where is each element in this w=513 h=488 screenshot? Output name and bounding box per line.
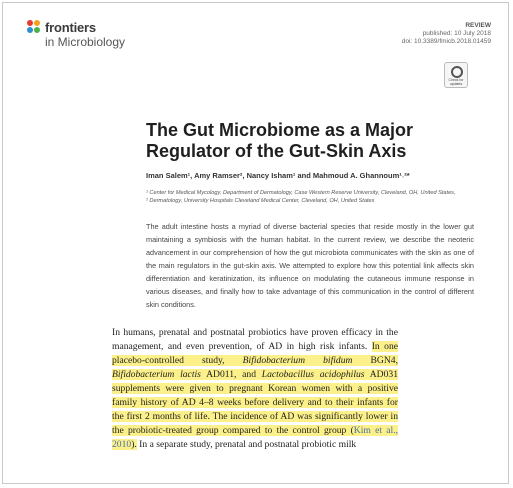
published-date: published: 10 July 2018 — [422, 30, 491, 37]
species-acidophilus: Lactobacillus acidophilus — [261, 369, 365, 380]
doi[interactable]: doi: 10.3389/fmicb.2018.01459 — [401, 38, 491, 45]
journal-name-bottom: in Microbiology — [45, 35, 126, 49]
check-updates-icon — [451, 66, 463, 78]
highlight-text-5: ). — [131, 439, 137, 450]
author-list: Iman Salem¹, Amy Ramser², Nancy Isham¹ and Mahmoud A. Ghannoum¹˒²* — [146, 171, 410, 180]
body-outro: In a separate study, prenatal and postnatal probiotic milk — [136, 439, 357, 450]
journal-logo — [27, 20, 147, 52]
article-title: The Gut Microbiome as a Major Regulator of the Gut-Skin Axis — [146, 120, 414, 161]
article-meta — [402, 22, 491, 46]
affiliations — [146, 189, 486, 205]
badge-label-line1: Check for — [448, 78, 464, 82]
body-paragraph — [112, 326, 398, 452]
highlight-text-3: AD011, and — [200, 369, 262, 380]
body-intro: In humans, prenatal and postnatal probiotics have proven efficacy in the management, and even prevention, of AD in high risk infants. — [112, 327, 398, 352]
highlighted-passage — [112, 341, 398, 450]
check-for-updates-badge[interactable] — [444, 62, 468, 88]
species-bifidum: Bifidobacterium bifidum — [242, 355, 353, 366]
journal-name-top: frontiers — [45, 20, 96, 35]
abstract: The adult intestine hosts a myriad of diverse bacterial species that reside mostly in the lower gut maintaining a symbiosis with the human habitat. In the current review, we describe the neoteric advancement in our comprehension of how the gut microbiota communicates with the skin as one of the main regulators in the gut-skin axis. We attempted to explore how this potential link affects skin differentiation and keratinization, its influence on modulating the cutaneous immune response in various diseases, and finally how to take advantage of this communication in the control of different skin conditions. — [146, 222, 474, 309]
badge-label-line2: updates — [449, 82, 463, 86]
citation-link[interactable]: Kim et al., 2010 — [112, 425, 398, 450]
highlight-text-2: BGN4, — [352, 355, 398, 366]
affiliation-1: ¹ Center for Medical Mycology, Department of Dermatology, Case Western Reserve University, Cleveland, OH, United States, — [146, 190, 456, 196]
affiliation-2: ² Dermatology, University Hospitals Cleveland Medical Center, Cleveland, OH, United States — [146, 198, 375, 204]
article-type: REVIEW — [465, 22, 491, 29]
frontiers-logo-icon — [27, 20, 43, 36]
highlight-text-4: AD031 supplements were given to pregnant Korean women with a positive family history of AD 4–8 weeks before delivery and to their infants for the first 2 months of life. The incidence of AD was significantly lower in the probiotic-treated group compared to the control group ( — [112, 369, 398, 436]
species-lactis: Bifidobacterium lactis — [112, 369, 201, 380]
highlight-text-1: In one placebo-controlled study, — [112, 341, 398, 366]
